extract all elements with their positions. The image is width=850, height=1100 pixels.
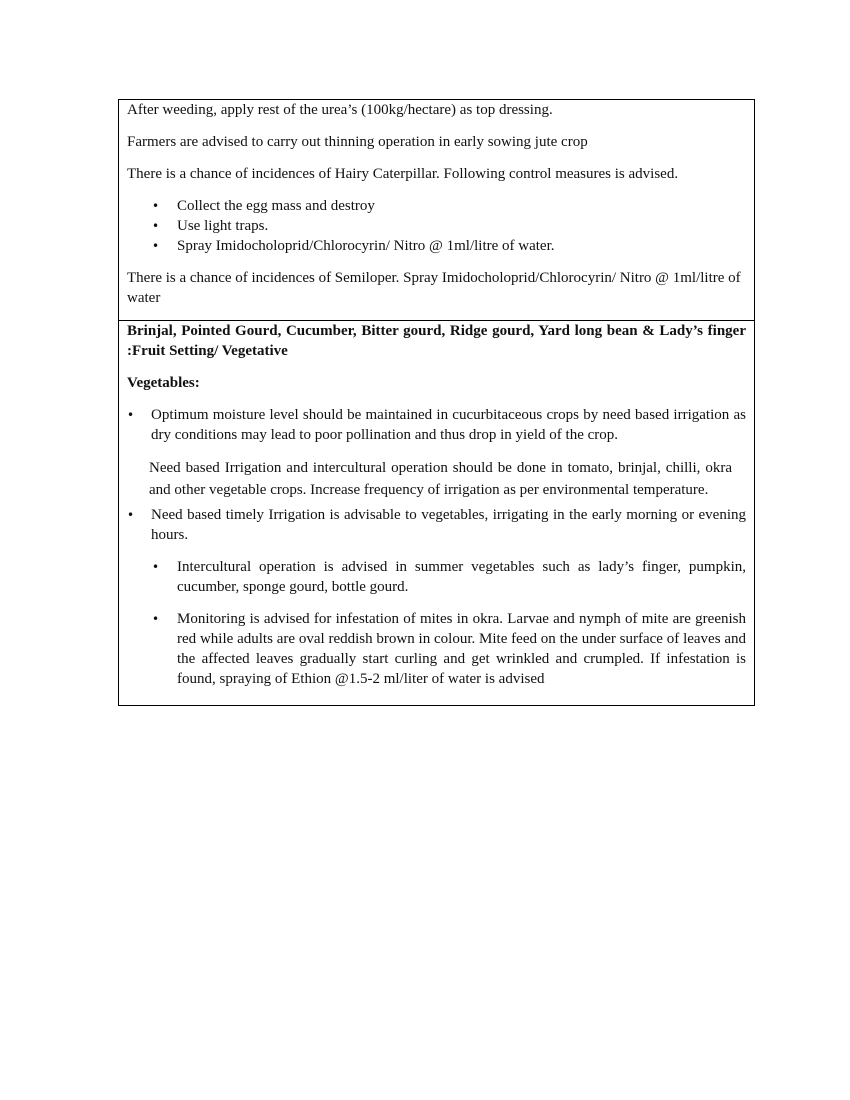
bullet-icon: • — [152, 219, 160, 233]
bullet-icon: • — [152, 239, 160, 253]
list-item: • Collect the egg mass and destroy — [152, 198, 375, 214]
list-item — [127, 405, 746, 445]
bullet-icon: • — [127, 508, 135, 522]
vegetables-heading: Vegetables: — [127, 375, 200, 391]
summer-vegetables-text: Intercultural operation is advised in summer vegetables such as lady’s finger, pumpkin, cucumber, sponge gourd, bottle gourd. — [177, 559, 746, 595]
bullet-icon: • — [152, 560, 160, 574]
timely-irrigation-text: Need based timely Irrigation is advisable to vegetables, irrigating in the early morning or evening hours. — [151, 507, 746, 543]
bullet-icon: • — [152, 199, 160, 213]
jute-advisory-cell — [119, 100, 754, 321]
caterpillar-control-list — [127, 196, 746, 256]
list-item — [127, 505, 746, 545]
vegetables-advisory-cell — [119, 321, 754, 705]
bullet-icon: • — [127, 408, 135, 422]
list-item: • Spray Imidocholoprid/Chlorocyrin/ Nitro @ 1ml/litre of water. — [152, 238, 555, 254]
list-item: • Use light traps. — [152, 218, 269, 234]
bullet-icon: • — [152, 612, 160, 626]
hairy-caterpillar-text: There is a chance of incidences of Hairy Caterpillar. Following control measures is advised. — [127, 166, 679, 182]
semiloper-text: There is a chance of incidences of Semiloper. Spray Imidocholoprid/Chlorocyrin/ Nitro @ 1ml/litre of water — [127, 270, 741, 306]
thinning-operation-text: Farmers are advised to carry out thinning operation in early sowing jute crop — [127, 134, 588, 150]
vegetables-list-2 — [127, 505, 746, 545]
vegetables-list — [127, 405, 746, 445]
vegetables-sub-list — [127, 557, 746, 689]
advisory-table — [118, 99, 755, 706]
list-item — [127, 557, 746, 597]
urea-top-dressing-text: After weeding, apply rest of the urea’s (100kg/hectare) as top dressing. — [127, 102, 553, 118]
list-item — [127, 609, 746, 689]
okra-mites-text: Monitoring is advised for infestation of mites in okra. Larvae and nymph of mite are greenish red while adults are oval reddish brown in colour. Mite feed on the under surface of leaves and the affected leaves gradually start curling and get wrinkled and crumpled. If infestation is found, spraying of Ethion @1.5-2 ml/liter of water is advised — [177, 611, 746, 687]
crop-title: Brinjal, Pointed Gourd, Cucumber, Bitter gourd, Ridge gourd, Yard long bean & Lady’s finger :Fruit Setting/ Vegetative — [127, 323, 746, 359]
irrigation-intercultural-text: Need based Irrigation and intercultural operation should be done in tomato, brinjal, chilli, okra and other vegetable crops. Increase frequency of irrigation as per environmental temperature. — [149, 460, 732, 498]
moisture-advice-text: Optimum moisture level should be maintained in cucurbitaceous crops by need based irrigation as dry conditions may lead to poor pollination and thus drop in yield of the crop. — [151, 407, 746, 443]
